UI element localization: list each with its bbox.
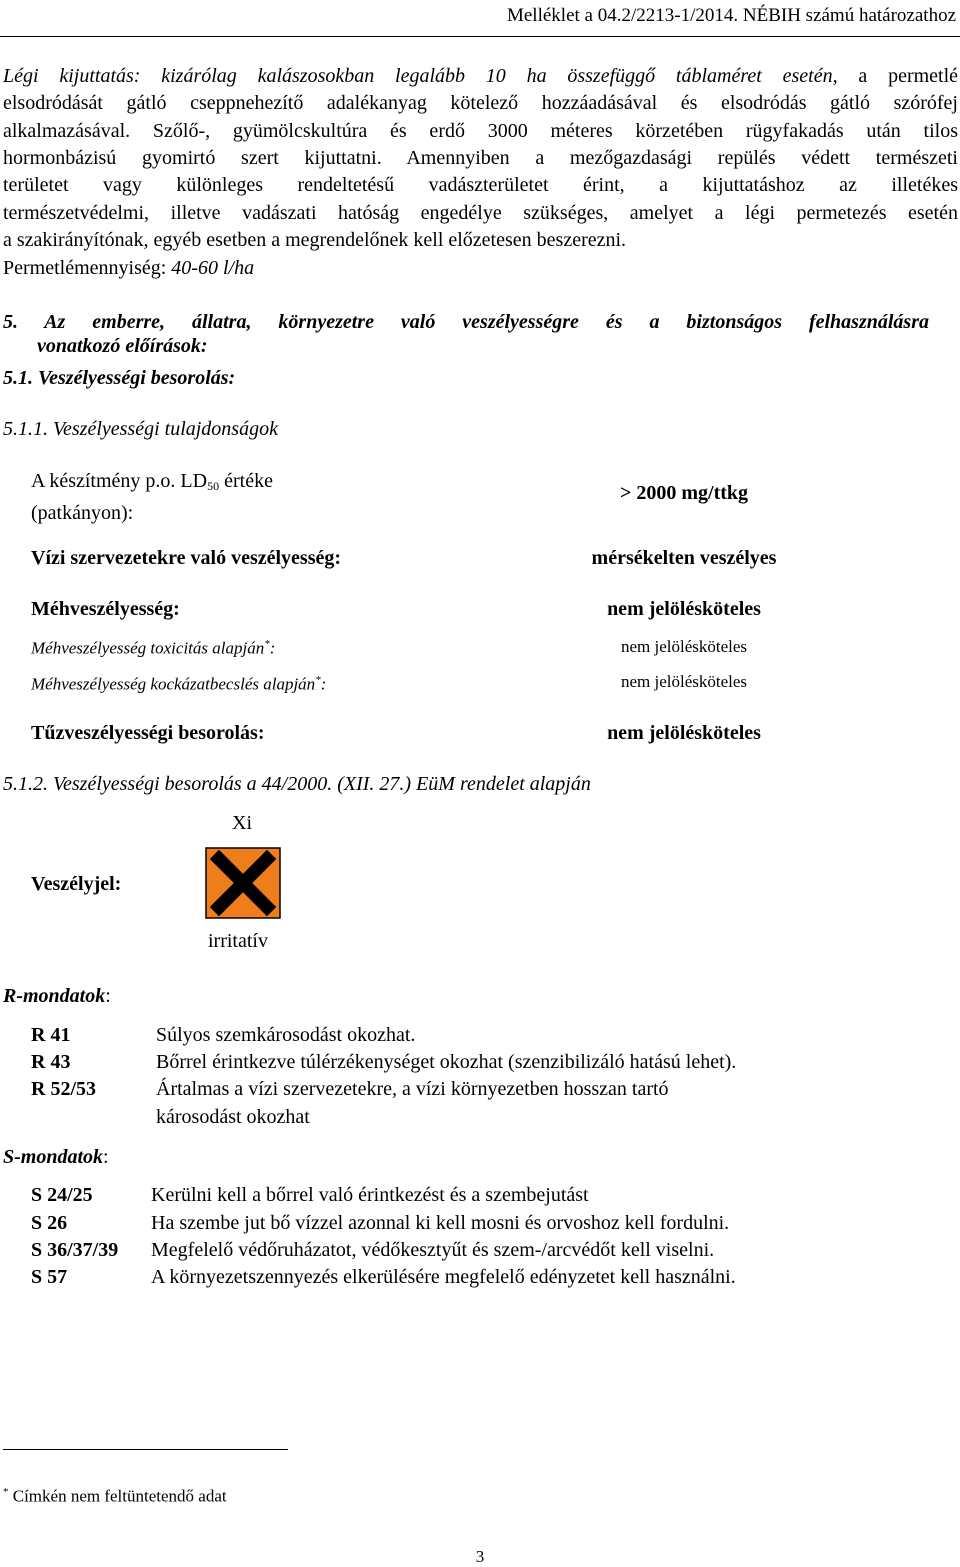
s-phrase-code: S 26 [31, 1212, 68, 1234]
aerial-line-1: Légi kijuttatás: kizárólag kalászosokban legalább 10 ha összefüggő táblaméret esetén, a permetlé [3, 65, 959, 87]
fire-hazard-value: nem jelölésköteles [607, 722, 761, 744]
s-phrases-title: S-mondatok: [3, 1146, 109, 1168]
r-phrase-text: Bőrrel érintkezve túlérzékenységet okozhat (szenzibilizáló hatású lehet). [156, 1051, 737, 1073]
header-rule [0, 36, 960, 37]
r-phrase-code: R 41 [31, 1024, 71, 1046]
aquatic-hazard-value: mérsékelten veszélyes [591, 547, 777, 569]
hazard-label: Veszélyjel: [31, 873, 122, 895]
hazard-symbol-name: irritatív [208, 930, 268, 952]
footnote-rule [3, 1449, 288, 1450]
aerial-paragraph [3, 63, 958, 283]
bee-risk-label: Méhveszélyesség kockázatbecslés alapján*: [31, 674, 327, 694]
s-phrase-code: S 57 [31, 1266, 68, 1288]
spray-amount: Permetlémennyiség: 40-60 l/ha [3, 257, 255, 279]
aerial-line-6: természetvédelmi, illetve vadászati hatóság engedélye szükséges, amelyet a légi permetezés esetén [3, 202, 958, 224]
r-phrase-text-continued: károsodást okozhat [156, 1106, 310, 1128]
section-5-heading: 5. Az emberre, állatra, környezetre való veszélyességre és a biztonságos felhasználásra vonatkozó előírások: [3, 311, 929, 357]
aerial-line-4: hormonbázisú gyomirtó szert kijuttatni. Amennyiben a mezőgazdasági repülés védett természeti [3, 147, 958, 169]
bee-toxicity-label: Méhveszélyesség toxicitás alapján*: [31, 638, 276, 658]
s-phrase-code: S 36/37/39 [31, 1239, 119, 1261]
fire-hazard-label: Tűzveszélyességi besorolás: [31, 722, 265, 744]
aerial-line-7: a szakirányítónak, egyéb esetben a megrendelőnek kell előzetesen beszerezni. [3, 229, 627, 251]
section-5-1-2-heading: 5.1.2. Veszélyességi besorolás a 44/2000. (XII. 27.) EüM rendelet alapján [3, 773, 591, 795]
s-phrase-text: Ha szembe jut bő vízzel azonnal ki kell mosni és orvoshoz kell fordulni. [151, 1212, 730, 1234]
irritant-hazard-icon [205, 847, 281, 919]
ld50-value: > 2000 mg/ttkg [619, 482, 749, 504]
aquatic-hazard-label: Vízi szervezetekre való veszélyesség: [31, 547, 342, 569]
hazard-symbol-code: Xi [232, 812, 252, 834]
section-5-1-1-heading: 5.1.1. Veszélyességi tulajdonságok [3, 418, 278, 440]
r-phrase-code: R 43 [31, 1051, 71, 1073]
s-phrase-text: Megfelelő védőruházatot, védőkesztyűt és szem-/arcvédőt kell viselni. [151, 1239, 715, 1261]
aerial-label: Légi kijuttatás: [3, 65, 141, 87]
r-phrase-text: Súlyos szemkárosodást okozhat. [156, 1024, 416, 1046]
bee-risk-value: nem jelölésköteles [620, 672, 748, 691]
bee-toxicity-value: nem jelölésköteles [620, 637, 748, 656]
footnote: * Címkén nem feltüntetendő adat [3, 1486, 227, 1506]
bee-hazard-value: nem jelölésköteles [607, 598, 761, 620]
aerial-line-3: alkalmazásával. Szőlő-, gyümölcskultúra és erdő 3000 méteres körzetében rügyfakadás után tilos [3, 120, 958, 142]
section-5-1-heading: 5.1. Veszélyességi besorolás: [3, 367, 236, 389]
r-phrases-title: R-mondatok: [3, 985, 111, 1007]
aerial-line-2: elsodródását gátló cseppnehezítő adalékanyag kötelező hozzáadásával és elsodródás gátló szórófej [3, 92, 958, 114]
s-phrase-text: A környezetszennyezés elkerülésére megfelelő edényzetet kell használni. [151, 1266, 736, 1288]
page-header: Melléklet a 04.2/2213-1/2014. NÉBIH számú határozathoz [506, 5, 956, 26]
s-phrase-text: Kerülni kell a bőrrel való érintkezést és a szembejutást [151, 1184, 589, 1206]
ld50-label: A készítmény p.o. $LD_{50}$ értéke (patkányon): [31, 470, 273, 524]
aerial-line-5: területet vagy különleges rendeltetésű vadászterületet érint, a kijuttatáshoz az illetékes [3, 174, 958, 196]
r-phrase-code: R 52/53 [31, 1078, 96, 1100]
page-number: 3 [475, 1547, 485, 1566]
s-phrase-code: S 24/25 [31, 1184, 93, 1206]
bee-hazard-label: Méhveszélyesség: [31, 598, 180, 620]
r-phrase-text: Ártalmas a vízi szervezetekre, a vízi környezetben hosszan tartó [156, 1078, 669, 1100]
footnote-mark: * [3, 1486, 9, 1498]
